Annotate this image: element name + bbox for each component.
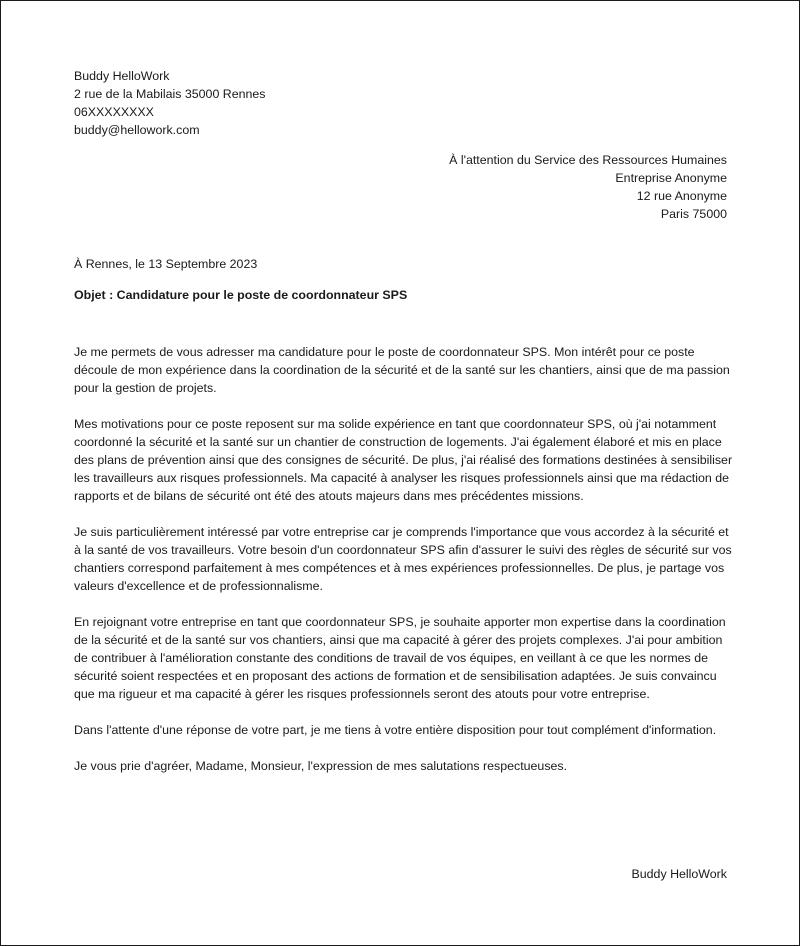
sender-block — [74, 67, 474, 139]
recipient-city: Paris 75000 — [660, 207, 727, 221]
sender-name: Buddy HelloWork — [74, 69, 170, 83]
date-line: À Rennes, le 13 Septembre 2023 — [74, 257, 258, 271]
signature: Buddy HelloWork — [631, 867, 727, 881]
body-paragraph: En rejoignant votre entreprise en tant que coordonnateur SPS, je souhaite apporter mon expertise dans la coordination de la sécurité et de la santé sur vos chantiers, ainsi que ma capacité à gérer des projets complexes. J'ai pour ambition de contribuer à l'amélioration constante des conditions de travail de vos équipes, en veillant à ce que les normes de sécurité soient respectées et en proposant des actions de formation et de sensibilisation adaptées. Je suis convaincu que ma rigueur et ma capacité à gérer les risques professionnels seront des atouts pour votre entreprise. — [74, 615, 726, 701]
body-paragraph: Je suis particulièrement intéressé par votre entreprise car je comprends l'importance que vous accordez à la sécurité et à la santé de vos travailleurs. Votre besoin d'un coordonnateur SPS afin d'assurer le suivi des règles de sécurité sur vos chantiers correspond parfaitement à mes compétences et à mes expériences professionnelles. De plus, je partage vos valeurs d'excellence et de professionnalisme. — [74, 525, 732, 593]
closing-paragraph: Je vous prie d'agréer, Madame, Monsieur, l'expression de mes salutations respectueuses. — [74, 759, 568, 773]
recipient-block — [307, 151, 727, 223]
letter-body — [74, 343, 734, 793]
recipient-company: Entreprise Anonyme — [615, 171, 727, 185]
body-paragraph: Mes motivations pour ce poste reposent sur ma solide expérience en tant que coordonnateur SPS, où j'ai notamment coordonné la sécurité et la santé sur un chantier de construction de logements. J'ai également élaboré et mis en place des plans de prévention ainsi que des consignes de sécurité. De plus, j'ai réalisé des formations destinées à sensibiliser les travailleurs aux risques professionnels. Ma capacité à analyser les risques professionnels ainsi que ma rédaction de rapports et de bilans de sécurité ont été des atouts majeurs dans mes précédentes missions. — [74, 417, 733, 503]
body-paragraph: Je me permets de vous adresser ma candidature pour le poste de coordonnateur SPS. Mon intérêt pour ce poste découle de mon expérience dans la coordination de la sécurité et de la santé sur les chantiers, ainsi que de ma passion pour la gestion de projets. — [74, 345, 730, 395]
subject-line: Objet : Candidature pour le poste de coordonnateur SPS — [74, 288, 408, 302]
sender-phone: 06XXXXXXXX — [74, 105, 154, 119]
recipient-street: 12 rue Anonyme — [636, 189, 727, 203]
sender-email: buddy@hellowork.com — [74, 123, 200, 137]
sender-address: 2 rue de la Mabilais 35000 Rennes — [74, 87, 266, 101]
recipient-attention: À l'attention du Service des Ressources Humaines — [449, 153, 727, 167]
body-paragraph: Dans l'attente d'une réponse de votre part, je me tiens à votre entière disposition pour tout complément d'information. — [74, 723, 717, 737]
